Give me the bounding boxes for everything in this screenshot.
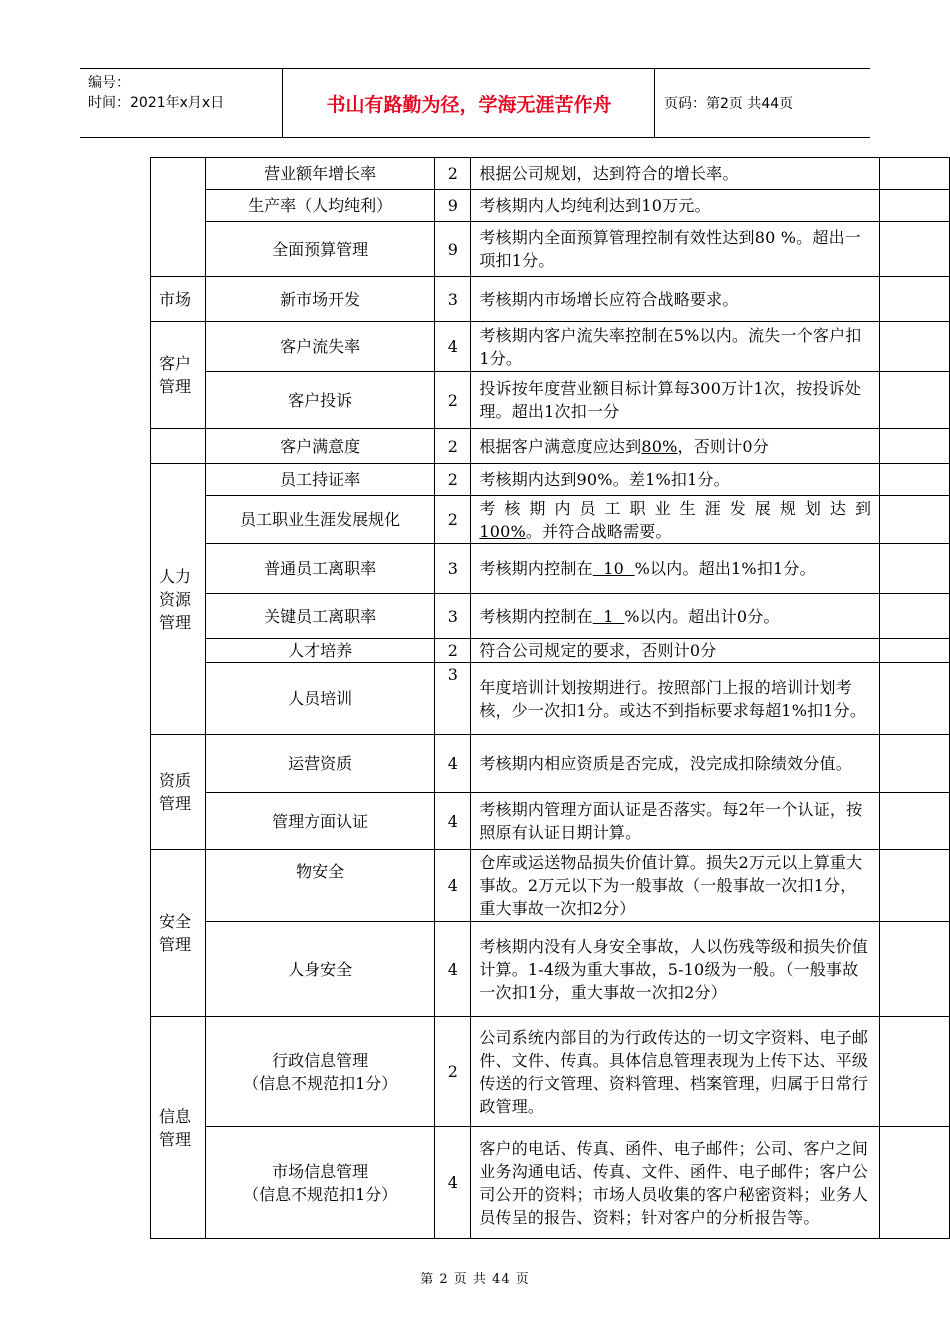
table-row: [151, 429, 950, 464]
score-cell: 2: [435, 639, 471, 663]
table-row: [151, 1017, 950, 1127]
page-footer: 第 2 页 共 44 页: [420, 1272, 530, 1287]
header-page-info: 页码：第2页 共44页: [664, 96, 794, 112]
score-cell: 2: [435, 372, 471, 429]
score-cell: 4: [435, 1127, 471, 1239]
category-cell: [151, 1017, 206, 1239]
kpi-table: [150, 157, 950, 1239]
table-row: [151, 464, 950, 496]
remark-cell: [880, 322, 950, 372]
item-cell: 运营资质: [205, 735, 434, 793]
remark-cell: [880, 277, 950, 322]
page-header: [80, 68, 870, 138]
table-row: [151, 190, 950, 222]
category-cell: [151, 464, 206, 735]
category-label: 客户管理: [159, 354, 192, 396]
remark-cell: [880, 372, 950, 429]
description-cell: [471, 429, 880, 464]
score-cell: 2: [435, 464, 471, 496]
remark-cell: [880, 496, 950, 544]
item-cell: 营业额年增长率: [205, 158, 434, 190]
description-cell: 考核期内没有人身安全事故，人以伤残等级和损失价值计算。1-4级为重大事故，5-10级为一般。（一般事故一次扣1分，重大事故一次扣2分）: [471, 922, 880, 1017]
item-cell: [205, 1017, 434, 1127]
item-note: （信息不规范扣1分）: [243, 1073, 398, 1093]
item-cell: 管理方面认证: [205, 793, 434, 850]
category-label: 人力资源管理: [159, 566, 192, 632]
item-cell: 客户投诉: [205, 372, 434, 429]
score-cell: 2: [435, 429, 471, 464]
table-row: [151, 922, 950, 1017]
description-cell: 符合公司规定的要求，否则计0分: [471, 639, 880, 663]
description-text: 考核期内控制在: [479, 606, 593, 626]
score-cell: 3: [435, 594, 471, 639]
target-value: 10: [592, 559, 635, 578]
description-cell: 仓库或运送物品损失价值计算。损失2万元以上算重大事故。2万元以下为一般事故（一般事故一次扣1分，重大事故一次扣2分）: [471, 850, 880, 922]
description-cell: 投诉按年度营业额目标计算每300万计1次，按投诉处理。超出1次扣一分: [471, 372, 880, 429]
description-cell: [471, 544, 880, 594]
description-text: 。并符合战略需要。: [525, 521, 672, 541]
category-label: 资质管理: [159, 771, 192, 813]
score-cell: 9: [435, 222, 471, 277]
description-cell: [471, 594, 880, 639]
score-cell: 3: [435, 663, 471, 735]
category-cell: [151, 429, 206, 464]
description-cell: 客户的电话、传真、函件、电子邮件；公司、客户之间业务沟通电话、传真、文件、函件、电子邮件；客户公司公开的资料；市场人员收集的客户秘密资料；业务人员传呈的报告、资料；针对客户的分析报告等。: [471, 1127, 880, 1239]
category-cell: [151, 158, 206, 277]
description-cell: 考核期内全面预算管理控制有效性达到80 %。超出一项扣1分。: [471, 222, 880, 277]
description-text: ，否则计0分: [677, 436, 769, 456]
table-row: [151, 1127, 950, 1239]
remark-cell: [880, 1017, 950, 1127]
remark-cell: [880, 429, 950, 464]
item-cell: 生产率（人均纯利）: [205, 190, 434, 222]
remark-cell: [880, 222, 950, 277]
score-cell: 9: [435, 190, 471, 222]
description-cell: [471, 496, 880, 544]
table-row: [151, 277, 950, 322]
item-cell: 人才培养: [205, 639, 434, 663]
remark-cell: [880, 594, 950, 639]
description-text: %以内。超出计0分。: [624, 606, 780, 626]
item-cell: [205, 1127, 434, 1239]
table-row: [151, 372, 950, 429]
description-cell: 考核期内达到90%。差1%扣1分。: [471, 464, 880, 496]
document-time: 时间：2021年x月x日: [88, 95, 225, 111]
table-row: [151, 594, 950, 639]
description-cell: 考核期内相应资质是否完成，没完成扣除绩效分值。: [471, 735, 880, 793]
score-cell: 2: [435, 1017, 471, 1127]
item-cell: 普通员工离职率: [205, 544, 434, 594]
score-cell: 4: [435, 793, 471, 850]
category-cell: 市场: [151, 277, 206, 322]
table-row: [151, 639, 950, 663]
remark-cell: [880, 544, 950, 594]
description-text: 根据客户满意度应达到: [479, 436, 642, 456]
target-value: 80%: [641, 436, 678, 456]
item-cell: 员工持证率: [205, 464, 434, 496]
remark-cell: [880, 793, 950, 850]
score-cell: 3: [435, 544, 471, 594]
score-cell: 2: [435, 158, 471, 190]
item-note: （信息不规范扣1分）: [243, 1184, 398, 1204]
item-cell: 员工职业生涯发展规化: [205, 496, 434, 544]
header-divider: [282, 69, 283, 137]
item-cell: 物安全: [205, 850, 434, 922]
table-row: [151, 544, 950, 594]
table-row: [151, 158, 950, 190]
table-row: [151, 322, 950, 372]
remark-cell: [880, 464, 950, 496]
item-cell: 客户流失率: [205, 322, 434, 372]
target-value: 1: [592, 606, 625, 626]
table-row: [151, 735, 950, 793]
item-cell: 关键员工离职率: [205, 594, 434, 639]
score-cell: 3: [435, 277, 471, 322]
score-cell: 4: [435, 735, 471, 793]
table-row: [151, 793, 950, 850]
header-divider: [654, 69, 655, 137]
remark-cell: [880, 922, 950, 1017]
table-row: [151, 663, 950, 735]
remark-cell: [880, 158, 950, 190]
remark-cell: [880, 663, 950, 735]
item-cell: 人员培训: [205, 663, 434, 735]
description-cell: 根据公司规划，达到符合的增长率。: [471, 158, 880, 190]
score-cell: 4: [435, 850, 471, 922]
description-cell: 考核期内管理方面认证是否落实。每2年一个认证，按照原有认证日期计算。: [471, 793, 880, 850]
item-cell: 客户满意度: [205, 429, 434, 464]
category-label: 安全管理: [159, 912, 192, 954]
remark-cell: [880, 639, 950, 663]
description-text: 考核期内控制在: [479, 559, 593, 578]
category-cell: [151, 735, 206, 850]
description-cell: 考核期内市场增长应符合战略要求。: [471, 277, 880, 322]
item-cell: 人身安全: [205, 922, 434, 1017]
description-text: 考核期内员工职业生涯发展规划达到: [479, 498, 872, 518]
item-label: 市场信息管理: [272, 1161, 369, 1181]
table-row: [151, 496, 950, 544]
target-value: 100%: [479, 521, 526, 541]
description-cell: 考核期内人均纯利达到10万元。: [471, 190, 880, 222]
description-cell: 年度培训计划按期进行。按照部门上报的培训计划考核，少一次扣1分。或达不到指标要求每超1%扣1分。: [471, 663, 880, 735]
remark-cell: [880, 735, 950, 793]
score-cell: 4: [435, 322, 471, 372]
score-cell: 2: [435, 496, 471, 544]
item-cell: 全面预算管理: [205, 222, 434, 277]
remark-cell: [880, 1127, 950, 1239]
document-number-label: 编号：: [88, 75, 130, 91]
item-label: 行政信息管理: [272, 1050, 369, 1070]
remark-cell: [880, 190, 950, 222]
description-text: %以内。超出1%扣1分。: [634, 559, 816, 578]
table-row: [151, 222, 950, 277]
item-cell: 新市场开发: [205, 277, 434, 322]
description-cell: 考核期内客户流失率控制在5%以内。流失一个客户扣1分。: [471, 322, 880, 372]
category-cell: [151, 850, 206, 1017]
description-cell: 公司系统内部目的为行政传达的一切文字资料、电子邮件、文件、传真。具体信息管理表现为上传下达、平级传送的行文管理、资料管理、档案管理，归属于日常行政管理。: [471, 1017, 880, 1127]
header-meta: [88, 73, 278, 113]
category-label: 信息管理: [159, 1106, 192, 1149]
score-cell: 4: [435, 922, 471, 1017]
table-row: [151, 850, 950, 922]
header-motto: 书山有路勤为径，学海无涯苦作舟: [326, 93, 612, 116]
category-cell: [151, 322, 206, 429]
remark-cell: [880, 850, 950, 922]
